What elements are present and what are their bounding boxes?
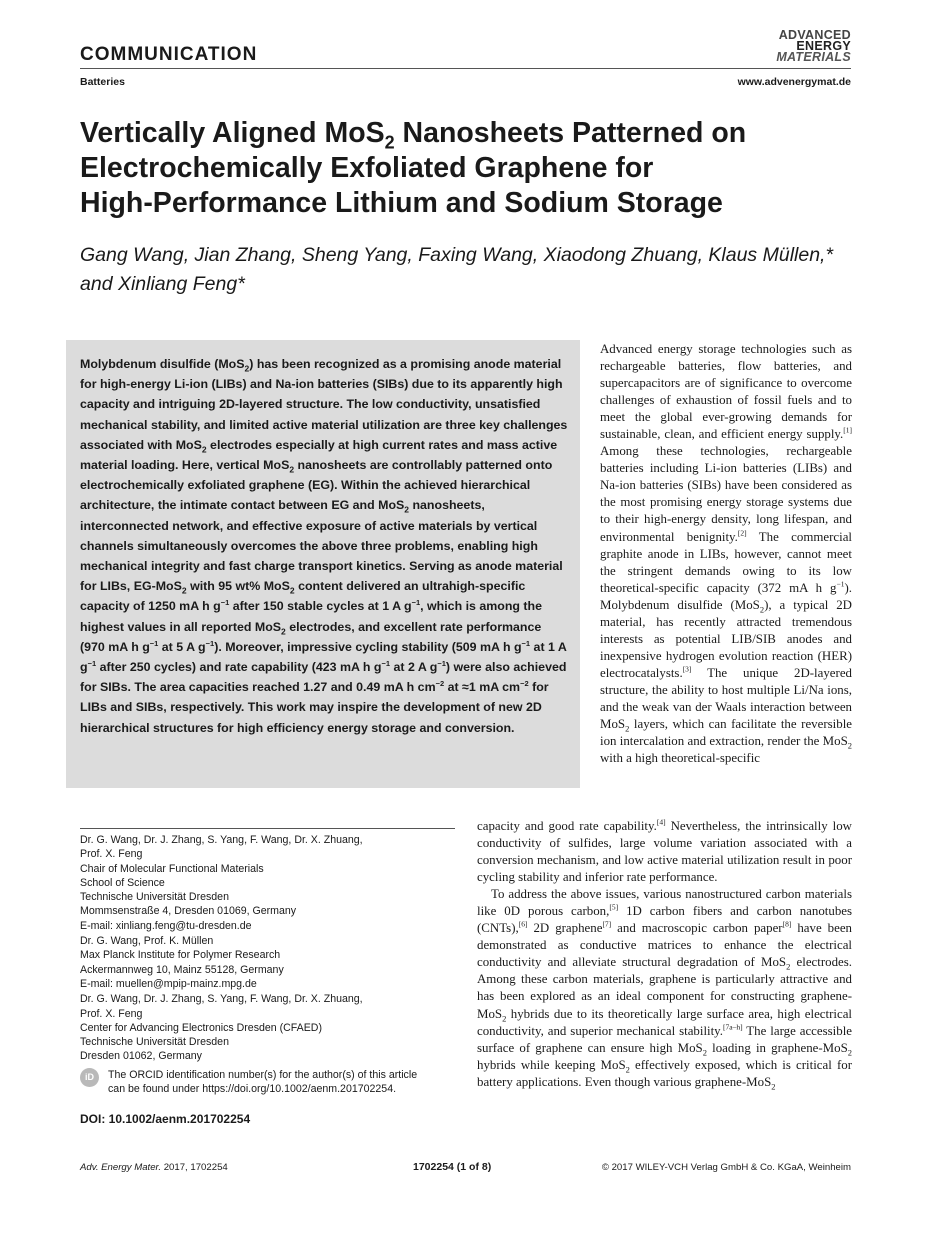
- aff-line: Ackermannweg 10, Mainz 55128, Germany: [80, 963, 284, 976]
- ref-4[interactable]: [4]: [656, 817, 666, 827]
- orcid-icon[interactable]: iD: [80, 1068, 99, 1087]
- affiliation-rule: [80, 828, 455, 829]
- aff-line: Mommsenstraße 4, Dresden 01069, Germany: [80, 905, 297, 918]
- aff-line: Prof. X. Feng: [80, 848, 143, 861]
- journal-logo: [776, 30, 851, 63]
- orcid-note: [108, 1068, 468, 1097]
- email-link[interactable]: E-mail: xinliang.feng@tu-dresden.de: [80, 919, 252, 932]
- ref-6[interactable]: [6]: [518, 919, 528, 929]
- affiliations: [80, 833, 460, 1065]
- aff-line: Technische Universität Dresden: [80, 1036, 229, 1049]
- aff-line: Dresden 01062, Germany: [80, 1050, 202, 1063]
- title-line-2: Electrochemically Exfoliated Graphene for: [80, 152, 654, 184]
- abstract-text: Molybdenum disulfide (MoS$_2$) has been recognized as a promising anode material for high-energy Li-ion (LIBs) and Na-ion batteries (SIBs) due to its apparently high capacity and intriguing 2D-layered structure. The low conductivity, unsatisfied mechanical stability, and limited active material utilization are three key challenges associated with MoS$_2$ electrodes especially at high current rates and mass active material loading. Here, vertical MoS$_2$ nanosheets are controllably patterned onto electrochemically exfoliated graphene (EG). Within the achieved hierarchical architecture, the intimate contact between EG and MoS$_2$ nanosheets, interconnected network, and effective exposure of active materials by vertical channels simultaneously overcomes the above three problems, enabling high mechanical integrity and fast charge transport kinetics. Serving as anode material for LIBs, EG-MoS$_2$ with 95 wt% MoS$_2$ content delivered an ultrahigh-specific capacity of 1250 mA h $g^{-1}$ after 150 stable cycles at 1 A $g^{-1}$, which is among the highest values in all reported MoS$_2$ electrodes, and excellent rate performance (970 mA h $g^{-1}$ at 5 A $g^{-1}$). Moreover, impressive cycling stability (509 mA h $g^{-1}$ at 1 A $g^{-1}$ after 250 cycles) and rate capability (423 mA h $g^{-1}$ at 2 A $g^{-1}$) were also achieved for SIBs. The area capacities reached 1.27 and 0.49 mA h $cm^{-2}$ at ≈1 mA $cm^{-2}$ for LIBs and SIBs, respectively. This work may inspire the development of new 2D hierarchical structures for high efficiency energy storage and conversion.: [80, 357, 568, 735]
- ref-5[interactable]: [5]: [609, 902, 619, 912]
- email-link[interactable]: E-mail: muellen@mpip-mainz.mpg.de: [80, 977, 257, 990]
- aff-line: Dr. G. Wang, Prof. K. Müllen: [80, 935, 214, 948]
- paragraph-2: To address the above issues, various nanostructured carbon materials like 0D porous carbon,[5] 1D carbon fibers and carbon nanotubes (CNTs),[6] 2D graphene[7] and macroscopic carbon paper[8] have been demonstrated as conductive matrices to enhance the electrical conductivity and alleviate structural degradation of MoS$_2$ electrodes. Among these carbon materials, graphene is particularly attractive and has been explored as an ideal component for constructing graphene-MoS$_2$ hybrids due to its theoretically large surface area, high electrical conductivity, and superior mechanical stability.[7a–h] The large accessible surface of graphene can ensure high MoS$_2$ loading in graphene-MoS$_2$ hybrids while keeping MoS$_2$ effectively exposed, which is critical for battery applications. Even though various graphene-MoS$_2$: [477, 887, 852, 1092]
- footer-journal: Adv. Energy Mater. 2017, 1702254: [80, 1162, 228, 1173]
- logo-line-1: ADVANCED: [778, 28, 851, 42]
- aff-line: Dr. G. Wang, Dr. J. Zhang, S. Yang, F. Wang, Dr. X. Zhuang,: [80, 993, 363, 1006]
- aff-line: Max Planck Institute for Polymer Research: [80, 949, 281, 962]
- ref-7a-h[interactable]: [7a–h]: [723, 1022, 743, 1032]
- header-rule: [80, 68, 851, 69]
- aff-line: Dr. G. Wang, Dr. J. Zhang, S. Yang, F. Wang, Dr. X. Zhuang,: [80, 834, 363, 846]
- body-text-lower: [477, 818, 852, 1091]
- ref-3[interactable]: [3]: [682, 664, 692, 674]
- body-text-upper: Advanced energy storage technologies such as rechargeable batteries, flow batteries, and supercapacitors are of significance to overcome challenges of exhaustion of fossil fuels and to meet the global ever-growing demands for sustainable, clean, and efficient energy supply.[1] Among these technologies, rechargeable batteries including Li-ion batteries (LIBs) and Na-ion batteries (SIBs) have been considered as the most promising energy storage systems due to their high-energy density, long lifespan, and environmental benignity.[2] The commercial graphite anode in LIBs, however, cannot meet the stringent demands owing to its low theoretical-specific capacity (372 mA h $g^{-1}$). Molybdenum disulfide (MoS$_2$), a typical 2D material, has recently attracted tremendous interests as potential LIB/SIB anodes and inexpensive hydrogen evolution reaction (HER) electrocatalysts.[3] The unique 2D-layered structure, the ability to host multiple Li/Na ions, and the weak van der Waals interaction between MoS$_2$ layers, which can facilitate the reversible ion intercalation and extraction, render the MoS$_2$ with a high theoretical-specific: [600, 342, 852, 766]
- author-list: [80, 241, 860, 299]
- aff-line: Center for Advancing Electronics Dresden (CFAED): [80, 1021, 322, 1034]
- aff-line: Technische Universität Dresden: [80, 891, 229, 904]
- affiliation-1: [80, 833, 460, 933]
- aff-line: School of Science: [80, 876, 165, 889]
- aff-line: Chair of Molecular Functional Materials: [80, 862, 264, 875]
- orcid-doi-link[interactable]: can be found under https://doi.org/10.1002/aenm.201702254.: [108, 1083, 397, 1096]
- doi[interactable]: DOI: 10.1002/aenm.201702254: [80, 1112, 251, 1126]
- footer-copyright: © 2017 WILEY-VCH Verlag GmbH & Co. KGaA, Weinheim: [601, 1162, 851, 1173]
- affiliation-2: [80, 934, 460, 991]
- affiliation-3: [80, 992, 460, 1063]
- section-label: COMMUNICATION: [80, 44, 258, 65]
- authors-line-2: and Xinliang Feng*: [80, 273, 245, 295]
- orcid-line-1: The ORCID identification number(s) for the author(s) of this article: [108, 1069, 418, 1081]
- ref-8[interactable]: [8]: [782, 919, 792, 929]
- ref-2[interactable]: [2]: [737, 528, 747, 538]
- authors-line-1: Gang Wang, Jian Zhang, Sheng Yang, Faxing Wang, Xiaodong Zhuang, Klaus Müllen,*: [80, 244, 834, 266]
- aff-line: Prof. X. Feng: [80, 1007, 143, 1020]
- logo-line-2: ENERGY: [796, 39, 851, 53]
- ref-1[interactable]: [1]: [843, 425, 852, 435]
- title-line-1: Vertically Aligned MoS$_2$ Nanosheets Patterned on: [80, 117, 747, 153]
- topic-label: Batteries: [80, 76, 125, 88]
- paragraph-1-cont: capacity and good rate capability.[4] Nevertheless, the intrinsically low conductivity of sulfides, large volume variation associated with a conversion mechanism, and low active material utilization result in poor cycling stability and inferior rate performance.: [477, 817, 852, 885]
- journal-url[interactable]: www.advenergymat.de: [737, 76, 851, 88]
- ref-7[interactable]: [7]: [602, 919, 612, 929]
- title-line-3: High-Performance Lithium and Sodium Storage: [80, 187, 723, 219]
- footer-page-number: 1702254 (1 of 8): [413, 1161, 492, 1173]
- logo-line-3: MATERIALS: [776, 50, 851, 64]
- article-title: [80, 116, 860, 221]
